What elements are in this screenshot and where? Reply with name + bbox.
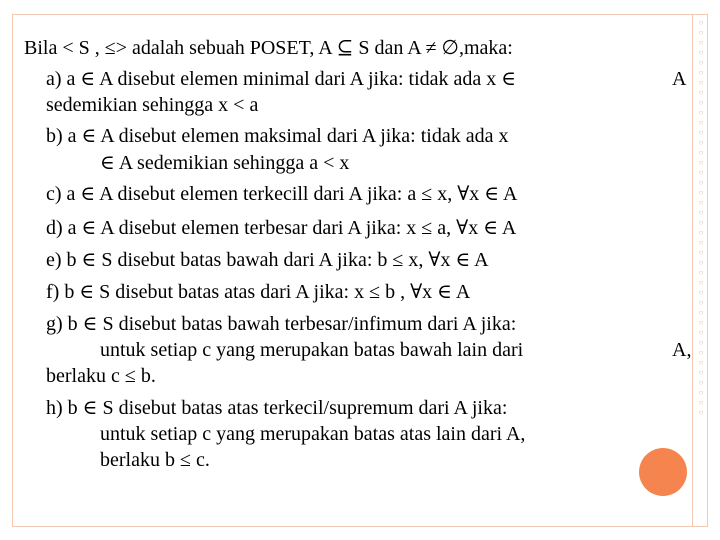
definition-h-line-3: berlaku b ≤ c. (100, 449, 210, 471)
intro-line: Bila < S , ≤> adalah sebuah POSET, A ⊆ S dan A ≠ ∅,maka: (24, 37, 513, 59)
definition-g-line-3: berlaku c ≤ b. (46, 365, 156, 387)
frame-left-line (12, 14, 13, 526)
definition-h-line-1: h) b ∈ S disebut batas atas terkecil/supremum dari A jika: (46, 397, 508, 419)
right-margin-word-a: A (672, 68, 687, 90)
frame-inner-right-line (692, 14, 693, 526)
decorative-dot-chain: ○ ○ ○ ○ ○ ○ ○ ○ ○ ○ ○ ○ ○ ○ ○ ○ ○ ○ ○ ○ ○ ○ ○ ○ ○ ○ ○ ○ ○ ○ ○ ○ ○ ○ ○ ○ ○ ○ ○ ○ (698, 18, 704, 417)
frame-right-line (707, 14, 708, 526)
definition-g-line-1: g) b ∈ S disebut batas bawah terbesar/infimum dari A jika: (46, 313, 517, 335)
definition-a-line-2: sedemikian sehingga x < a (46, 94, 259, 116)
definition-b-line-1: b) a ∈ A disebut elemen maksimal dari A jika: tidak ada x (46, 125, 509, 147)
definition-a-line-1: a) a ∈ A disebut elemen minimal dari A jika: tidak ada x ∈ (46, 68, 517, 90)
definition-d-line: d) a ∈ A disebut elemen terbesar dari A jika: x ≤ a, ∀x ∈ A (46, 217, 517, 239)
definition-h-line-2: untuk setiap c yang merupakan batas atas lain dari A, (100, 423, 526, 445)
definition-g-line-2: untuk setiap c yang merupakan batas bawah lain dari (100, 339, 524, 361)
definition-f-line: f) b ∈ S disebut batas atas dari A jika: x ≤ b , ∀x ∈ A (46, 281, 471, 303)
frame-bottom-line (12, 526, 708, 527)
definition-b-line-2: ∈ A sedemikian sehingga a < x (100, 152, 350, 174)
frame-top-line (12, 14, 708, 15)
accent-circle (639, 448, 687, 496)
right-margin-word-a-comma: A, (672, 339, 692, 361)
definition-c-line: c) a ∈ A disebut elemen terkecill dari A jika: a ≤ x, ∀x ∈ A (46, 183, 518, 205)
definition-e-line: e) b ∈ S disebut batas bawah dari A jika: b ≤ x, ∀x ∈ A (46, 249, 489, 271)
